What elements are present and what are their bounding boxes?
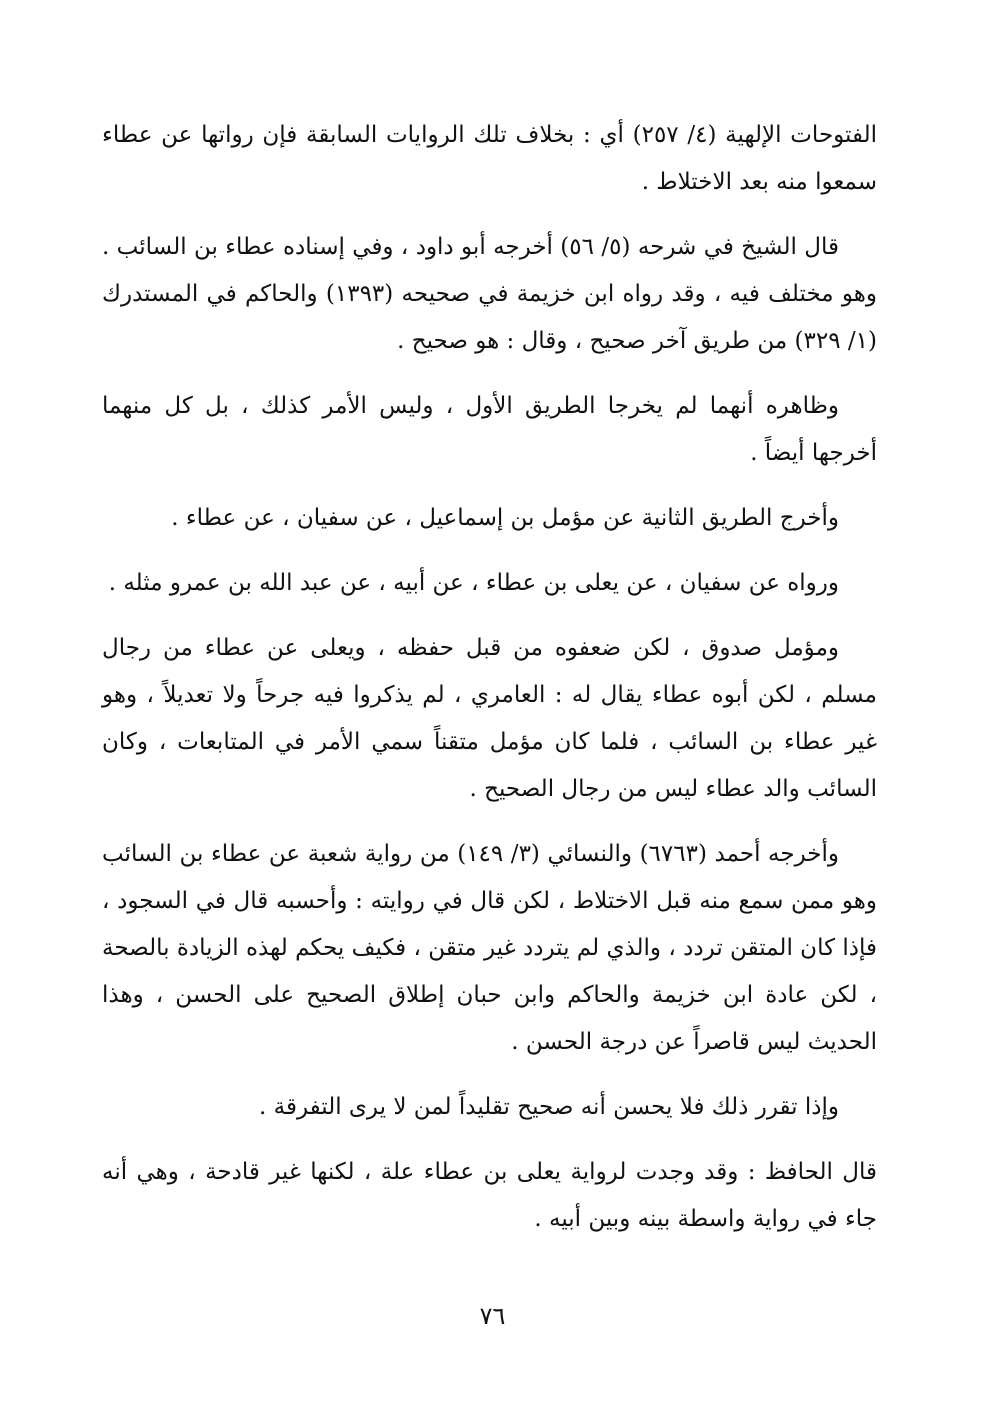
paragraph: وإذا تقرر ذلك فلا يحسن أنه صحيح تقليداً لمن لا يرى التفرقة . — [259, 1094, 839, 1120]
page-number: ٧٦ — [479, 1302, 506, 1330]
paragraph: قال الشيخ في شرحه (٥/ ٥٦) أخرجه أبو داود ، وفي إسناده عطاء بن السائب . وهو مختلف فيه ، وقد رواه ابن خزيمة في صحيحه (١٣٩٣) والحاكم في المستدرك (١/ ٣٢٩) من طريق آخر صحيح ، وقال : هو صحيح . — [102, 234, 877, 354]
body-text — [102, 112, 877, 1261]
paragraph: قال الحافظ : وقد وجدت لرواية يعلى بن عطاء علة ، لكنها غير قادحة ، وهي أنه جاء في رواية واسطة بينه وبين أبيه . — [102, 1159, 877, 1232]
paragraph: وأخرج الطريق الثانية عن مؤمل بن إسماعيل ، عن سفيان ، عن عطاء . — [171, 505, 839, 531]
paragraph: الفتوحات الإلهية (٤/ ٢٥٧) أي : بخلاف تلك الروايات السابقة فإن رواتها عن عطاء سمعوا منه بعد الاختلاط . — [102, 122, 878, 195]
paragraph: وظاهره أنهما لم يخرجا الطريق الأول ، وليس الأمر كذلك ، بل كل منهما أخرجها أيضاً . — [102, 393, 877, 466]
paragraph: ومؤمل صدوق ، لكن ضعفوه من قبل حفظه ، ويعلى عن عطاء من رجال مسلم ، لكن أبوه عطاء يقال له : العامري ، لم يذكروا فيه جرحاً ولا تعديلاً ، وهو غير عطاء بن السائب ، فلما كان مؤمل متقناً سمي الأمر في المتابعات ، وكان السائب والد عطاء ليس من رجال الصحيح . — [102, 635, 877, 802]
paragraph: وأخرجه أحمد (٦٧٦٣) والنسائي (٣/ ١٤٩) من رواية شعبة عن عطاء بن السائب وهو ممن سمع منه قبل الاختلاط ، لكن قال في روايته : وأحسبه قال في السجود ، فإذا كان المتقن تردد ، والذي لم يتردد غير متقن ، فكيف يحكم لهذه الزيادة بالصحة ، لكن عادة ابن خزيمة والحاكم وابن حبان إطلاق الصحيح على الحسن ، وهذا الحديث ليس قاصراً عن درجة الحسن . — [102, 841, 877, 1055]
paragraph: ورواه عن سفيان ، عن يعلى بن عطاء ، عن أبيه ، عن عبد الله بن عمرو مثله . — [108, 570, 839, 596]
